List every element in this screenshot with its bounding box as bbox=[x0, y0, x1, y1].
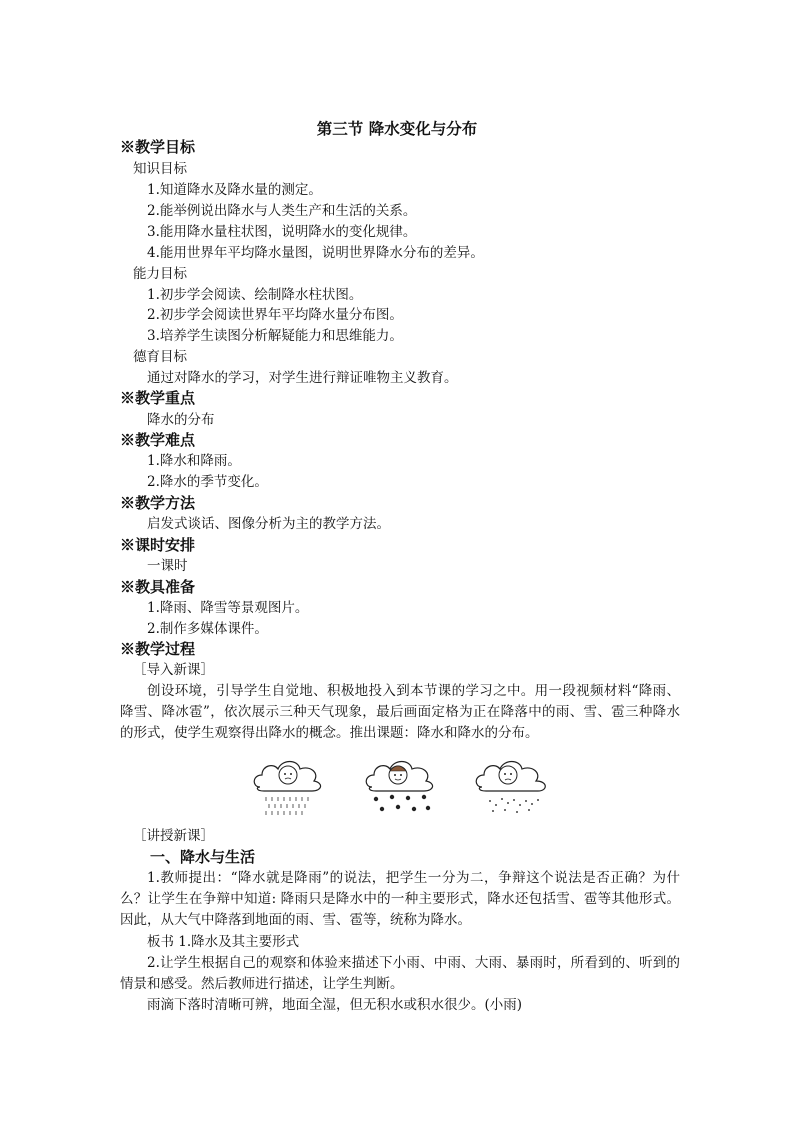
weather-illustration bbox=[250, 757, 575, 819]
intro-label: ［导入新课］ bbox=[133, 662, 214, 678]
ability-goal-item: 3.培养学生读图分析解疑能力和思维能力。 bbox=[147, 328, 403, 344]
paragraph-2: 2.让学生根据自己的观察和体验来描述下小雨、中雨、大雨、暴雨时，所看到的、听到的情景和感受。然后教师进行描述，让学生判断。 bbox=[120, 955, 680, 992]
difficulty-item: 2.降水的季节变化。 bbox=[147, 474, 268, 490]
page-title: 第三节 降水变化与分布 bbox=[316, 119, 478, 138]
intro-paragraph: 创设环境，引导学生自觉地、积极地投入到本节课的学习之中。用一段视频材料“降雨、降雪、降冰雹”，依次展示三种天气现象，最后画面定格为正在降落中的雨、雪、雹三种降水的形式，使学生观察得出降水的概念。推出课题：降水和降水的分布。 bbox=[120, 683, 680, 741]
tool-item: 2.制作多媒体课件。 bbox=[147, 621, 268, 637]
hail-cloud-icon bbox=[476, 762, 545, 814]
schedule-heading: ※课时安排 bbox=[120, 536, 196, 554]
process-heading: ※教学过程 bbox=[120, 640, 196, 658]
snow-cloud-icon bbox=[366, 762, 432, 812]
methods-heading: ※教学方法 bbox=[120, 494, 196, 512]
board-note: 板书 1.降水及其主要形式 bbox=[147, 934, 300, 950]
ability-goal-item: 1.初步学会阅读、绘制降水柱状图。 bbox=[147, 287, 363, 303]
knowledge-goals-label: 知识目标 bbox=[133, 161, 187, 177]
key-points-heading: ※教学重点 bbox=[120, 389, 196, 407]
moral-goal-text: 通过对降水的学习，对学生进行辩证唯物主义教育。 bbox=[147, 370, 458, 386]
ability-goals-label: 能力目标 bbox=[133, 266, 187, 282]
paragraph-1: 1.教师提出：“降水就是降雨”的说法，把学生一分为二，争辩这个说法是否正确？为什么？让学生在争辩中知道: 降雨只是降水中的一种主要形式，降水还包括雪、雹等其他形式。因此，从大气中降落到地面的雨、雪、雹等，统称为降水。 bbox=[120, 870, 680, 928]
knowledge-goal-item: 4.能用世界年平均降水量图，说明世界降水分布的差异。 bbox=[147, 245, 484, 261]
knowledge-goal-item: 3.能用降水量柱状图，说明降水的变化规律。 bbox=[147, 224, 417, 240]
key-points-text: 降水的分布 bbox=[147, 412, 215, 428]
tool-item: 1.降雨、降雪等景观图片。 bbox=[147, 600, 309, 616]
schedule-text: 一课时 bbox=[147, 558, 188, 574]
goals-heading: ※教学目标 bbox=[120, 138, 196, 156]
new-lesson-label: ［讲授新课］ bbox=[133, 828, 214, 844]
ability-goal-item: 2.初步学会阅读世界年平均降水量分布图。 bbox=[147, 307, 403, 323]
methods-text: 启发式谈话、图像分析为主的教学方法。 bbox=[147, 516, 390, 532]
section-heading: 一、降水与生活 bbox=[150, 848, 256, 866]
tools-heading: ※教具准备 bbox=[120, 578, 196, 596]
moral-goals-label: 德育目标 bbox=[133, 349, 187, 365]
difficulties-heading: ※教学难点 bbox=[120, 431, 196, 449]
rain-cloud-icon bbox=[254, 762, 320, 816]
paragraph-3: 雨滴下落时清晰可辨，地面全湿，但无积水或积水很少。(小雨) bbox=[147, 997, 523, 1013]
difficulty-item: 1.降水和降雨。 bbox=[147, 453, 241, 469]
knowledge-goal-item: 1.知道降水及降水量的测定。 bbox=[147, 182, 322, 198]
knowledge-goal-item: 2.能举例说出降水与人类生产和生活的关系。 bbox=[147, 203, 417, 219]
